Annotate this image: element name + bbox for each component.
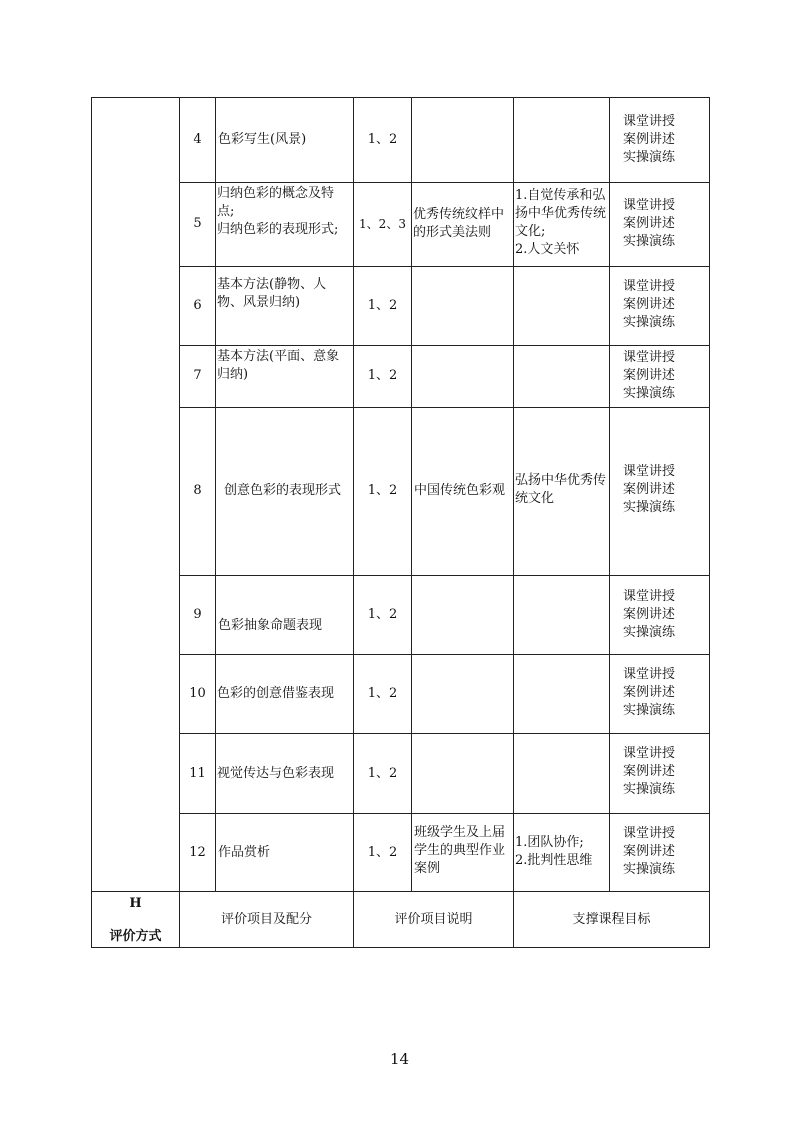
row-content: 色彩抽象命题表现 <box>218 618 323 633</box>
row-method: 课堂讲授 案例讲述 实操演练 <box>623 746 676 797</box>
row-number: 10 <box>189 686 206 701</box>
row-goals: 1、2、3 <box>359 217 406 231</box>
row-content: 色彩的创意借鉴表现 <box>217 686 335 701</box>
row-ideology: 班级学生及上届学生的典型作业案例 <box>414 825 506 876</box>
row-content: 归纳色彩的概念及特点; 归纳色彩的表现形式; <box>217 186 339 237</box>
row-content: 创意色彩的表现形式 <box>224 483 342 498</box>
row-integration: 1.团队协作; 2.批判性思维 <box>515 835 593 868</box>
row-number: 8 <box>193 483 202 498</box>
row-number: 12 <box>189 845 206 860</box>
row-number: 11 <box>189 766 206 781</box>
row-number: 5 <box>193 216 202 231</box>
row-number: 6 <box>193 298 202 313</box>
row-method: 课堂讲授 案例讲述 实操演练 <box>623 114 676 165</box>
row-method: 课堂讲授 案例讲述 实操演练 <box>623 589 676 640</box>
row-goals: 1、2 <box>367 845 398 860</box>
row-content: 基本方法(静物、人物、风景归纳) <box>217 277 327 310</box>
row-content: 色彩写生(风景) <box>218 132 307 147</box>
row-goals: 1、2 <box>367 368 398 383</box>
row-goals: 1、2 <box>367 298 398 313</box>
eval-header-description: 评价项目说明 <box>394 912 473 927</box>
row-goals: 1、2 <box>367 686 398 701</box>
row-method: 课堂讲授 案例讲述 实操演练 <box>623 667 676 718</box>
row-content: 基本方法(平面、意象归纳) <box>217 349 340 382</box>
row-goals: 1、2 <box>367 483 398 498</box>
row-method: 课堂讲授 案例讲述 实操演练 <box>623 198 676 249</box>
row-content: 视觉传达与色彩表现 <box>217 766 335 781</box>
row-integration: 1.自觉传承和弘扬中华优秀传统文化; 2.人文关怀 <box>515 188 607 257</box>
row-method: 课堂讲授 案例讲述 实操演练 <box>623 826 676 877</box>
row-number: 7 <box>193 368 202 383</box>
row-goals: 1、2 <box>367 132 398 147</box>
row-ideology: 中国传统色彩观 <box>414 483 506 498</box>
page-number: 14 <box>389 1050 410 1068</box>
row-number: 4 <box>193 132 202 147</box>
section-letter: H <box>129 896 142 911</box>
row-goals: 1、2 <box>367 607 398 622</box>
row-method: 课堂讲授 案例讲述 实操演练 <box>623 464 676 515</box>
row-method: 课堂讲授 案例讲述 实操演练 <box>623 350 676 401</box>
eval-header-goals: 支撑课程目标 <box>572 912 651 927</box>
eval-header-items: 评价项目及配分 <box>220 912 312 927</box>
row-integration: 弘扬中华优秀传统文化 <box>515 473 607 506</box>
section-title: 评价方式 <box>109 929 162 944</box>
row-number: 9 <box>193 607 202 622</box>
row-ideology: 优秀传统纹样中的形式美法则 <box>413 207 505 240</box>
row-method: 课堂讲授 案例讲述 实操演练 <box>623 279 676 330</box>
row-content: 作品赏析 <box>218 845 271 860</box>
row-goals: 1、2 <box>367 766 398 781</box>
